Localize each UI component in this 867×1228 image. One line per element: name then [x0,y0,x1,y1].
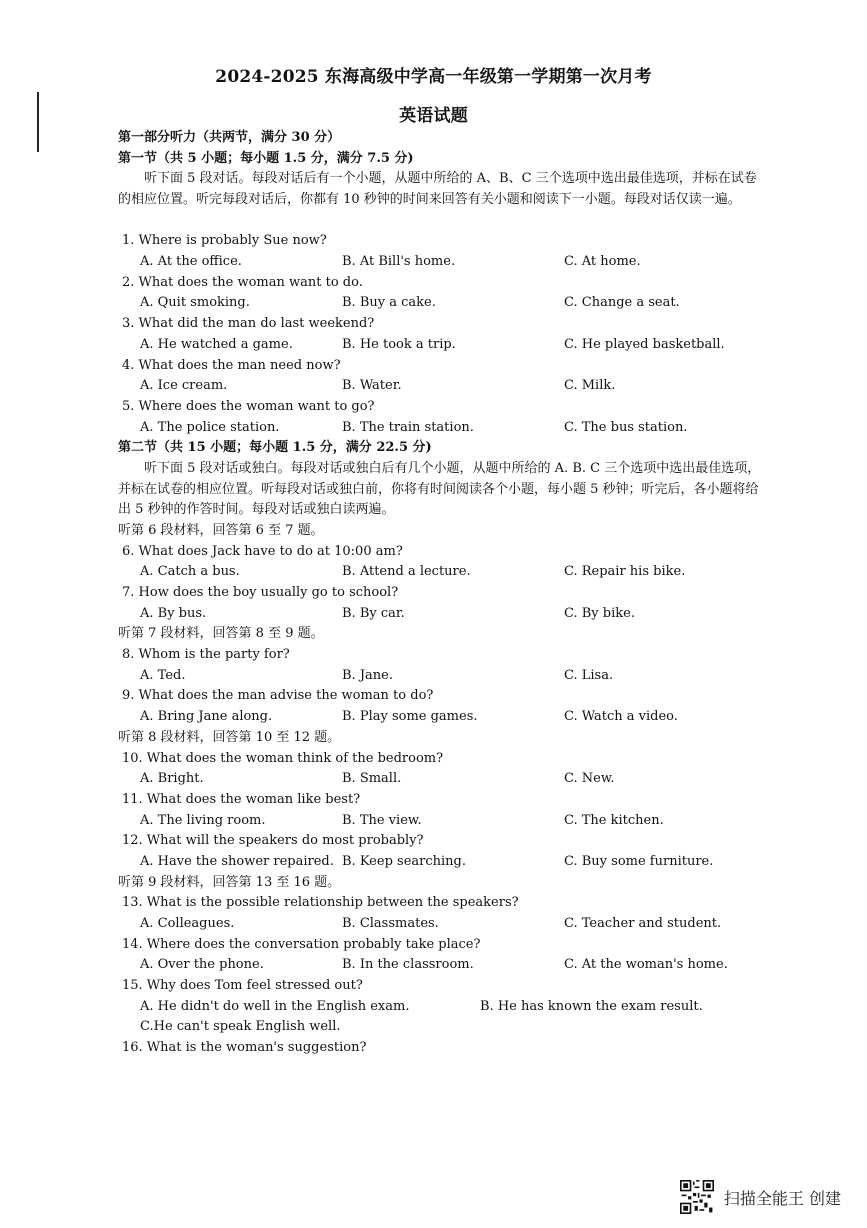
option-a[interactable]: A. The police station. [140,419,280,435]
option-c[interactable]: C. Change a seat. [564,295,680,311]
option-c[interactable]: C. Buy some furniture. [564,853,714,869]
part1-heading: 第一部分听力（共两节，满分 30 分） [118,130,341,145]
options-14 [118,955,768,976]
question-15: 15. Why does Tom feel stressed out? [122,978,363,994]
material-7-label: 听第 7 段材料，回答第 8 至 9 题。 [118,626,324,642]
section2-heading: 第二节（共 15 小题；每小题 1.5 分，满分 22.5 分) [118,440,432,456]
options-10 [118,769,768,790]
question-6: 6. What does Jack have to do at 10:00 am? [122,543,403,559]
option-c[interactable]: C. By bike. [564,605,635,621]
qr-code-icon [680,1180,714,1214]
section2-instructions: 听下面 5 段对话或独白。每段对话或独白后有几个小题，从题中所给的 A. B. C 三个选项中选出最佳选项，并标在试卷的相应位置。听每段对话或独白前，你将有时间阅读各个小题，每小题 5 秒钟；听完后，各小题将给出 5 秒钟的作答时间。每段对话或独白读两遍。 [118,460,761,518]
material-8-label: 听第 8 段材料，回答第 10 至 12 题。 [118,729,341,745]
question-10: 10. What does the woman think of the bedroom? [122,750,444,766]
question-4: 4. What does the man need now? [122,357,341,373]
options-1 [118,252,768,273]
option-c[interactable]: C. He played basketball. [564,336,725,352]
option-b[interactable]: B. Keep searching. [342,853,466,869]
options-9 [118,707,768,728]
question-5: 5. Where does the woman want to go? [122,398,375,414]
exam-title: 2024-2025 东海高级中学高一年级第一学期第一次月考 [215,67,652,87]
question-1: 1. Where is probably Sue now? [122,233,327,249]
option-c[interactable]: C. Teacher and student. [564,916,722,931]
options-12 [118,852,768,873]
material-9-label: 听第 9 段材料，回答第 13 至 16 题。 [118,874,341,890]
question-13: 13. What is the possible relationship between the speakers? [122,895,519,911]
option-b[interactable]: B. Buy a cake. [342,295,436,311]
question-14: 14. Where does the conversation probably take place? [122,936,481,952]
option-a[interactable]: A. Catch a bus. [140,564,240,580]
option-c[interactable]: C. Watch a video. [564,709,678,725]
material-6-label: 听第 6 段材料，回答第 6 至 7 题。 [118,522,324,538]
options-3 [118,335,768,356]
option-a[interactable]: A. Over the phone. [140,957,264,973]
options-6 [118,562,768,583]
option-b[interactable]: B. Attend a lecture. [342,564,471,580]
question-16: 16. What is the woman's suggestion? [122,1040,367,1056]
option-b[interactable]: B. Classmates. [342,916,439,931]
options-5 [118,418,768,439]
option-b[interactable]: B. By car. [342,605,405,621]
question-3: 3. What did the man do last weekend? [122,316,375,332]
exam-content [118,128,768,1059]
option-c[interactable]: C. At home. [564,254,641,270]
option-a[interactable]: A. Ted. [140,667,186,683]
option-c[interactable]: C.He can't speak English well. [140,1019,341,1035]
option-b[interactable]: B. In the classroom. [342,957,474,973]
option-a[interactable]: A. By bus. [140,605,207,621]
section1-heading: 第一节（共 5 小题；每小题 1.5 分，满分 7.5 分) [118,150,414,166]
section1-instructions: 听下面 5 段对话。每段对话后有一个小题，从题中所给的 A、B、C 三个选项中选出最佳选项，并标在试卷的相应位置。听完每段对话后，你都有 10 秒钟的时间来回答有关小题和阅读下一小题。每段对话仅读一遍。 [118,171,757,208]
option-a[interactable]: A. Quit smoking. [140,295,250,311]
options-15-c [118,1017,768,1038]
question-8: 8. Whom is the party for? [122,647,290,663]
options-4 [118,376,768,397]
exam-subtitle: 英语试题 [399,106,468,126]
options-8 [118,666,768,687]
option-a[interactable]: A. The living room. [140,812,266,828]
option-c[interactable]: C. Repair his bike. [564,564,686,580]
options-13 [118,914,768,935]
options-2 [118,293,768,314]
question-9: 9. What does the man advise the woman to do? [122,688,434,704]
question-7: 7. How does the boy usually go to school? [122,585,399,600]
option-b[interactable]: B. The view. [342,812,422,828]
option-c[interactable]: C. At the woman's home. [564,957,728,973]
option-c[interactable]: C. New. [564,771,615,787]
option-a[interactable]: A. He didn't do well in the English exam. [140,998,410,1014]
question-2: 2. What does the woman want to do. [122,274,363,290]
option-b[interactable]: B. Play some games. [342,709,478,725]
option-b[interactable]: B. Water. [342,378,402,394]
option-a[interactable]: A. At the office. [140,254,242,270]
option-a[interactable]: A. Colleagues. [140,916,235,931]
option-a[interactable]: A. Ice cream. [140,378,228,394]
options-15 [118,997,768,1018]
options-7 [118,604,768,625]
option-a[interactable]: A. He watched a game. [140,336,293,352]
option-b[interactable]: B. At Bill's home. [342,254,456,270]
option-a[interactable]: A. Bring Jane along. [140,709,273,725]
option-c[interactable]: C. Lisa. [564,667,614,683]
option-b[interactable]: B. He took a trip. [342,336,456,352]
option-c[interactable]: C. The kitchen. [564,812,664,828]
option-c[interactable]: C. The bus station. [564,419,688,435]
option-b[interactable]: B. The train station. [342,419,474,435]
scanner-label: 扫描全能王 创建 [723,1188,841,1208]
option-b[interactable]: B. Jane. [342,667,393,683]
scanner-watermark [680,1180,841,1214]
question-12: 12. What will the speakers do most probably? [122,833,424,849]
option-b[interactable]: B. Small. [342,771,402,787]
question-11: 11. What does the woman like best? [122,791,361,807]
option-a[interactable]: A. Bright. [140,771,204,787]
option-a[interactable]: A. Have the shower repaired. [140,853,334,869]
options-11 [118,811,768,832]
option-b[interactable]: B. He has known the exam result. [480,998,703,1014]
option-c[interactable]: C. Milk. [564,378,616,394]
